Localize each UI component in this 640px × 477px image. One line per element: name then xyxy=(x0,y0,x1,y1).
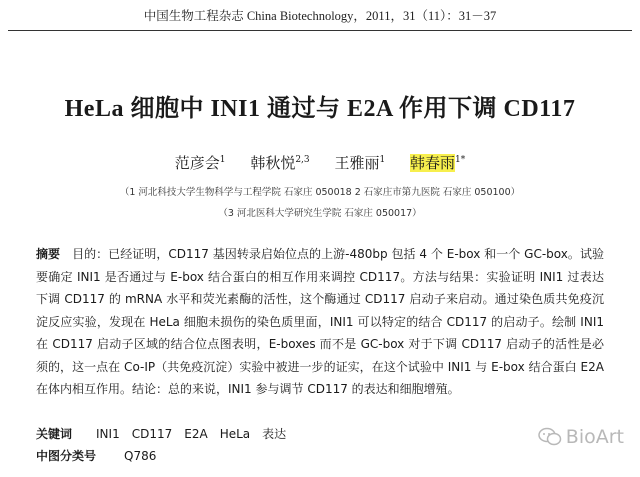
author-list xyxy=(0,152,640,173)
affiliation-line-1: （1 河北科技大学生物科学与工程学院 石家庄 050018 2 石家庄市第九医院 石家庄 050100） xyxy=(119,187,521,198)
keyword: CD117 xyxy=(131,427,173,441)
keyword: HeLa xyxy=(219,427,251,441)
abstract-text: 目的：已经证明，CD117 基因转录启始位点的上游-480bp 包括 4 个 E-box 和一个 GC-box。试验要确定 INI1 是否通过与 E-box 结合蛋白的相互作用来调控 CD117。方法与结果：实验证明 INI1 过表达下调 CD117 的 mRNA 水平和荧光素酶的活性，这个酶通过 CD117 启动子来启动。通过染色质共免疫沉淀反应实验，发现在 HeLa 细胞未损伤的染色质里面，INI1 可以特定的结合 CD117 的启动子。绘制 INI1 在 CD117 启动子区域的结合位点图表明，E-boxes 而不是 GC-box 对于下调 CD117 启动子的活性是必须的，这一点在 Co-IP（共免疫沉淀）实验中被进一步的证实，在这个试验中 INI1 与 E-box 结合蛋白 E2A 在体内相互作用。结论：总的来说，INI1 参与调节 CD117 的表达和细胞增殖。 xyxy=(36,247,604,396)
classification-label: 中图分类号 xyxy=(36,449,97,463)
author-name: 韩春雨 xyxy=(409,154,455,172)
journal-header: 中国生物工程杂志 China Biotechnology，2011，31（11）：31－37 xyxy=(143,9,497,23)
author-affil-sup: 2,3 xyxy=(295,155,310,165)
author-3 xyxy=(334,154,385,172)
abstract xyxy=(36,243,604,401)
author-name: 王雅丽 xyxy=(334,154,380,172)
watermark-text: BioArt xyxy=(565,426,624,448)
abstract-label: 摘要 xyxy=(36,247,61,261)
author-2 xyxy=(250,154,309,172)
author-1 xyxy=(175,154,226,172)
classification-number xyxy=(36,447,156,464)
watermark xyxy=(538,426,624,448)
author-name: 范彦会 xyxy=(174,154,220,172)
header-rule xyxy=(8,30,632,31)
author-affil-sup: 1 xyxy=(219,155,226,165)
classification-value: Q786 xyxy=(124,449,157,463)
author-name: 韩秋悦 xyxy=(250,154,296,172)
keywords-label: 关键词 xyxy=(36,427,73,441)
keyword: E2A xyxy=(184,427,208,441)
author-affil-sup: 1 xyxy=(379,155,386,165)
keyword: INI1 xyxy=(96,427,120,441)
author-4-highlighted xyxy=(410,154,465,172)
keyword: 表达 xyxy=(262,427,287,441)
affiliation-line-2: （3 河北医科大学研究生学院 石家庄 050017） xyxy=(218,208,422,219)
author-affil-sup: 1* xyxy=(454,155,466,165)
paper-title: HeLa 细胞中 INI1 通过与 E2A 作用下调 CD117 xyxy=(64,96,576,122)
wechat-bubble-icon xyxy=(538,427,562,447)
keywords xyxy=(36,425,286,442)
